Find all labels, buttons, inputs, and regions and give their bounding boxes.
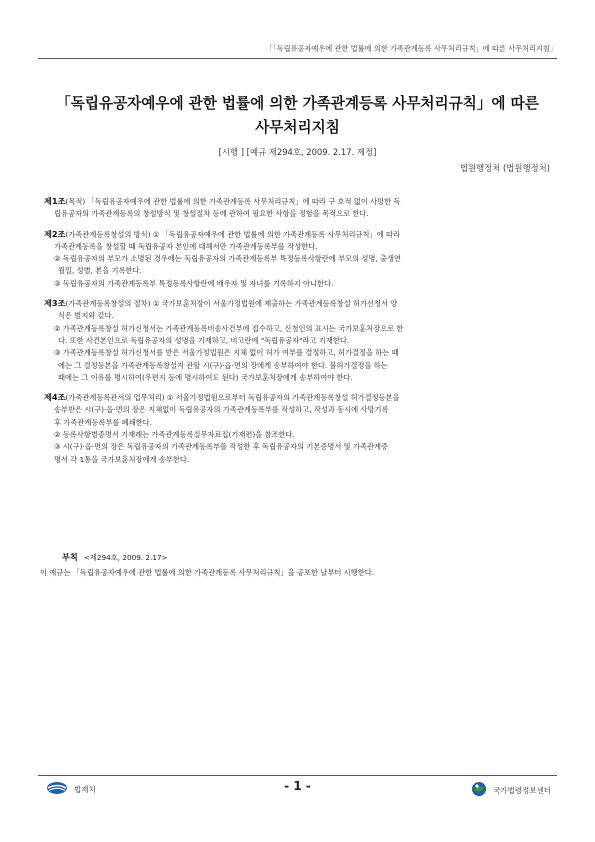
article-3-line-2: 식은 별지와 같다. (58, 311, 114, 321)
article-4-line-6: 명서 각 1통을 국가보훈처장에게 송부한다. (54, 454, 190, 464)
enactment-info: [시행 ] [예규 제294호, 2009. 2.17. 제정] (218, 147, 377, 157)
page-number: - 1 - (284, 779, 311, 793)
article-2-line-1: (가족관계등록창설의 방식) ① 「독립유공자예우에 관한 법률에 의한 가족관계등록 사무처리규칙」에 따라 (65, 229, 401, 239)
title-line-1: 「독립유공자예우에 관한 법률에 의한 가족관계등록 사무처리규칙」에 따른 (56, 95, 539, 112)
article-2-line-3: ② 독립유공자의 부모가 소명된 경우에는 독립유공자의 가족관계등록부 특정등록사항란에 부모의 성명, 출생연 (54, 254, 402, 264)
article-3-label: 제3조 (44, 298, 66, 309)
header-divider (38, 58, 557, 59)
supplementary-label: 부칙 (62, 552, 78, 562)
supplementary-text: 이 예규는 「독립유공자예우에 관한 법률에 의한 가족관계등록 사무처리규칙」을 공포한 날부터 시행한다. (40, 568, 375, 577)
article-3-line-1: (가족관계등록창설의 절차) ① 국가보훈처장이 서울가정법원에 제출하는 가족관계등록창설 허가신청서 양 (65, 299, 398, 309)
article-2-line-2: 가족관계등록을 창설할 때 독립유공자 본인에 대해서만 가족관계등록부를 작성한다. (54, 241, 318, 251)
footer-right-org: 국가법령정보센터 (493, 785, 551, 795)
law-center-logo-icon (471, 781, 487, 799)
title-line-2: 사무처리지침 (255, 119, 340, 136)
article-4-line-5: ③ 시(구)·읍·면의 장은 독립유공자의 가족관계등록부를 작성한 후 독립유공자의 기본증명서 및 가족관계증 (54, 442, 388, 452)
article-3-line-6: 에는 그 결정등본을 가족관계등록창설지 관할 시(구)·읍·면의 장에게 송부하여야 한다. 불허가결정을 하는 (58, 360, 388, 370)
article-3 (44, 297, 559, 384)
article-4-line-2: 송부받은 시(구)·읍·면의 장은 지체없이 독립유공자의 가족관계등록부를 작성하고, 작성과 동시에 사망기록 (54, 405, 389, 415)
article-4-line-1: (가족관계등록관서의 업무처리) ① 서울가정법원으로부터 독립유공자의 가족관계등록창설 허가결정등본을 (65, 393, 400, 403)
article-1 (44, 195, 559, 221)
article-3-line-7: 때에는 그 이유를 명시하여(우편지 등에 명시하여도 된다) 국가보훈처장에게 송부하여야 한다. (58, 372, 353, 382)
article-4 (44, 391, 559, 466)
article-3-line-4: 다. 또한 사건본인으로 독립유공자의 성명을 기재하고, 비고란에 "독립유공자"라고 기재한다. (58, 335, 350, 345)
footer-right (471, 781, 551, 799)
supplementary-number: <제294호, 2009. 2.17> (83, 553, 168, 562)
article-1-line-2: 립유공자의 가족관계등록의 창설방식 및 창설절차 등에 관하여 필요한 사항을 정함을 목적으로 한다. (54, 209, 369, 219)
article-4-line-4: ② 등록사항별증명서 기재례는 가족관계등록실무자료집(기재편)을 참조한다. (54, 430, 295, 440)
article-2 (44, 228, 559, 290)
article-2-label: 제2조 (44, 228, 66, 239)
supplementary-provision (40, 550, 560, 580)
footer-left-org: 법제처 (74, 784, 96, 794)
article-3-line-5: ③ 가족관계등록창설 허가신청서를 받은 서울가정법원은 지체 없이 허가 여부를 결정하고, 허가결정을 하는 때 (54, 348, 399, 358)
article-1-line-1: (목적) 「독립유공자예우에 관한 법률에 의한 가족관계등록 사무처리규칙」에 따라 구 호적 없이 사망한 독 (65, 197, 401, 206)
article-4-label: 제4조 (44, 392, 66, 403)
article-4-line-3: 후 가족관계등록부를 폐쇄한다. (54, 417, 152, 427)
running-header: 「「독립유공자예우에 관한 법률에 의한 가족관계등록 사무처리규칙」에 따른 사무처리지침」 (265, 44, 557, 53)
article-1-label: 제1조 (44, 196, 66, 206)
article-2-line-5: ③ 독립유공자의 가족관계등록부 특정등록사항란에 배우자 및 자녀를 기록하지 아니한다. (54, 278, 334, 288)
document-body (44, 195, 559, 473)
article-3-line-3: ② 가족관계등록창설 허가신청서는 가족관계등록비송사건부에 접수하고, 신청인의 표시는 국가보훈처장으로 한 (54, 323, 404, 333)
article-2-line-4: 월일, 성별, 본을 기록한다. (58, 266, 142, 276)
footer-divider (38, 775, 557, 776)
document-title (40, 92, 555, 140)
ministry-label: 법원행정처 (법원행정처) (459, 163, 550, 173)
